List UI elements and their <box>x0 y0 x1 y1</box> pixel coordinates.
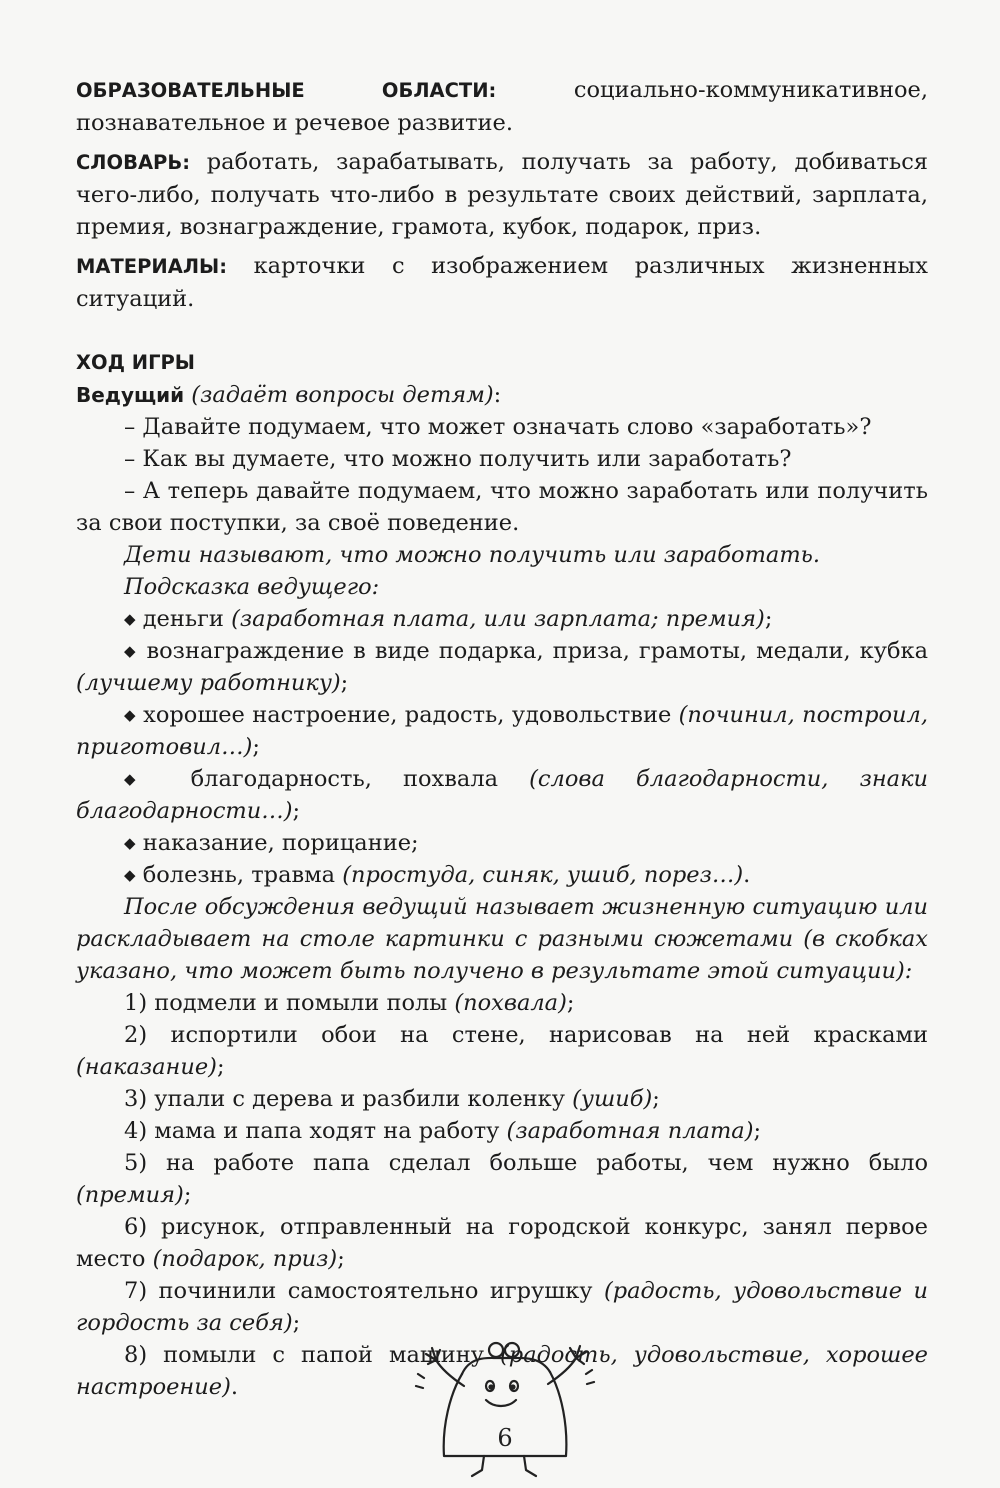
situation-item: 3) упали с дерева и разбили коленку (ушиб); <box>124 1086 660 1112</box>
situation-item: 6) рисунок, отправленный на городской конкурс, занял первое место (подарок, приз); <box>76 1214 928 1272</box>
educational-areas-label: ОБРАЗОВАТЕЛЬНЫЕ ОБЛАСТИ: <box>76 79 497 102</box>
hint-item: ◆ деньги (заработная плата, или зарплата; премия); <box>124 606 773 632</box>
children-answer-line: Дети называют, что можно получить или заработать. <box>124 542 821 568</box>
situation-item: 4) мама и папа ходят на работу (заработная плата); <box>124 1118 762 1144</box>
question-line: – А теперь давайте подумаем, что можно заработать или получить за свои поступки, за своё поведение. <box>76 478 928 536</box>
purse-mascot-illustration <box>412 1334 598 1484</box>
materials-paragraph <box>76 250 928 315</box>
diamond-bullet-icon: ◆ <box>124 610 136 628</box>
situation-item: 1) подмели и помыли полы (похвала); <box>124 990 575 1016</box>
educational-areas-text: социально-коммуникативное, познавательное и речевое развитие. <box>76 77 929 136</box>
vocabulary-paragraph <box>76 146 928 243</box>
after-discussion-paragraph: После обсуждения ведущий называет жизненную ситуацию или раскладывает на столе картинки с разными сюжетами (в скобках указано, что может быть получено в результате этой ситуации): <box>76 894 928 984</box>
vocabulary-label: СЛОВАРЬ: <box>76 151 190 174</box>
situation-item: 2) испортили обои на стене, нарисовав на ней красками (наказание); <box>76 1022 928 1080</box>
hint-item: ◆ благодарность, похвала (слова благодарности, знаки благодарности…); <box>76 766 929 824</box>
diamond-bullet-icon: ◆ <box>124 866 136 884</box>
host-line <box>76 379 928 411</box>
hint-item: ◆ болезнь, травма (простуда, синяк, ушиб, порез…). <box>124 862 751 888</box>
page-content <box>76 74 928 1403</box>
materials-label: МАТЕРИАЛЫ: <box>76 255 228 278</box>
hint-item: ◆ хорошее настроение, радость, удовольствие (починил, построил, приготовил…); <box>76 702 928 760</box>
host-label: Ведущий <box>76 383 185 407</box>
situation-item: 7) починили самостоятельно игрушку (радость, удовольствие и гордость за себя); <box>76 1278 929 1336</box>
hint-item: ◆ наказание, порицание; <box>124 830 419 856</box>
game-heading: ХОД ИГРЫ <box>76 351 196 374</box>
page-number: 6 <box>497 1424 513 1452</box>
situation-item: 5) на работе папа сделал больше работы, чем нужно было (премия); <box>76 1150 928 1208</box>
situation-item: 8) помыли с папой машину (радость, удовольствие, хорошее настроение). <box>76 1342 928 1400</box>
materials-text: карточки с изображением различных жизненных ситуаций. <box>76 253 928 312</box>
host-note: (задаёт вопросы детям) <box>184 382 494 408</box>
diamond-bullet-icon: ◆ <box>124 706 136 724</box>
question-line: – Как вы думаете, что можно получить или заработать? <box>124 446 792 472</box>
vocabulary-text: работать, зарабатывать, получать за работу, добиваться чего-либо, получать что-либо в результате своих действий, зарплата, премия, вознаграждение, грамота, кубок, подарок, приз. <box>76 149 928 240</box>
hint-item: ◆ вознаграждение в виде подарка, приза, грамоты, медали, кубка (лучшему работнику); <box>76 638 928 696</box>
diamond-bullet-icon: ◆ <box>124 770 160 788</box>
hint-label: Подсказка ведущего: <box>124 574 380 600</box>
diamond-bullet-icon: ◆ <box>124 834 136 852</box>
educational-areas-paragraph <box>76 74 928 139</box>
host-colon: : <box>493 382 502 408</box>
diamond-bullet-icon: ◆ <box>124 642 138 660</box>
question-line: – Давайте подумаем, что может означать слово «заработать»? <box>124 414 872 440</box>
